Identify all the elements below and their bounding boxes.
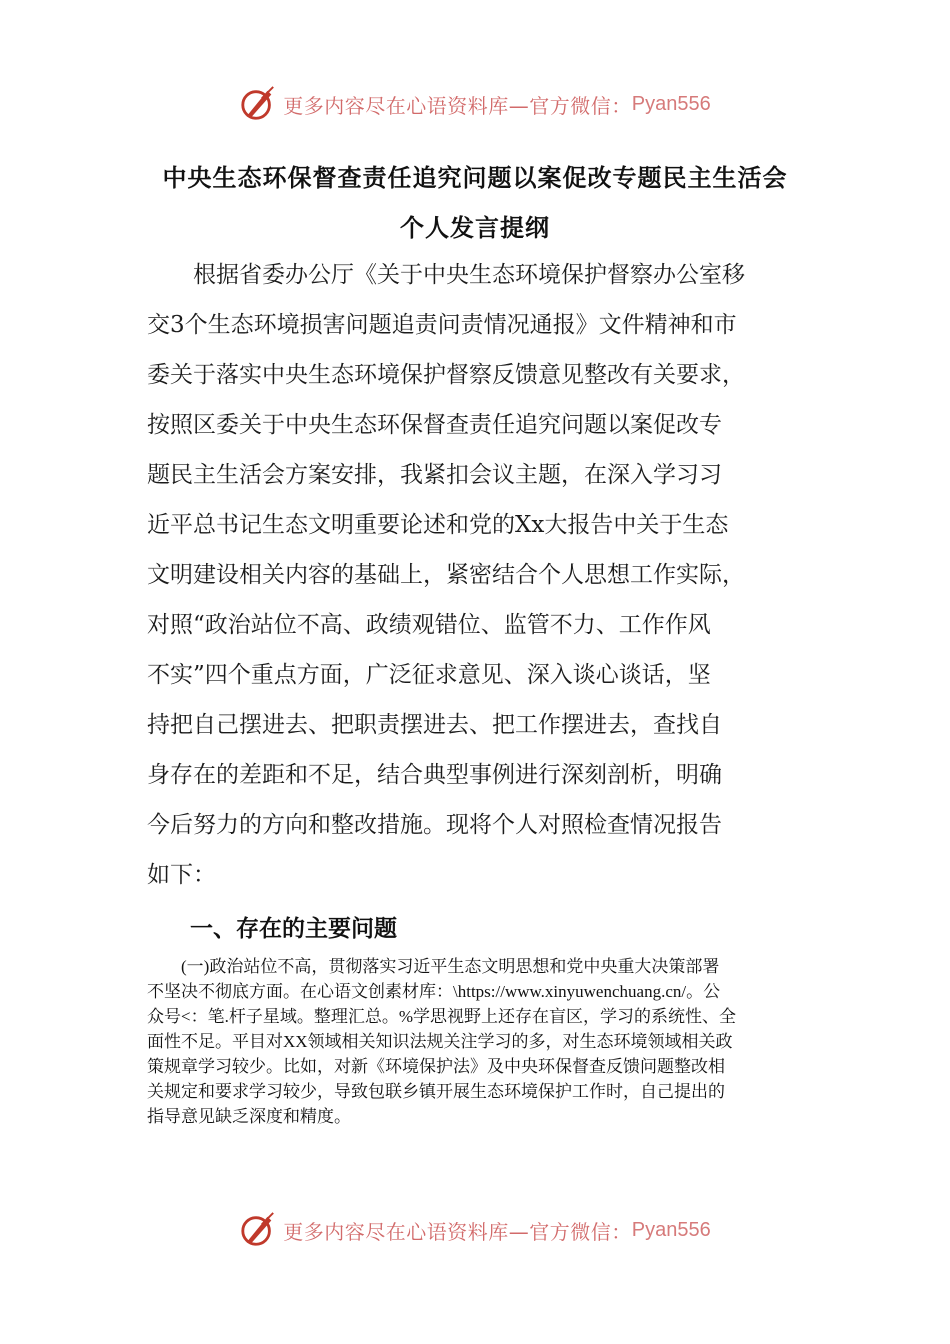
banner-text: 更多内容尽在心语资料库—官方微信： [283, 1219, 632, 1244]
paragraph-line: 身存在的差距和不足，结合典型事例进行深刻剖析，明确 [147, 762, 722, 788]
paragraph-line: 对照“政治站位不高、政绩观错位、监管不力、工作作风 [147, 612, 711, 638]
subsection-line: 众号<：笔.杆子星域。整理汇总。%学思视野上还存在盲区，学习的系统性、全 [147, 1007, 736, 1026]
paragraph-line: 如下： [147, 862, 216, 888]
section-heading: 一、存在的主要问题 [190, 916, 397, 942]
document-subtitle: 个人发言提纲 [400, 214, 550, 242]
paragraph-line: 按照区委关于中央生态环保督查责任追究问题以案促改专 [147, 412, 722, 438]
paragraph-line: 委关于落实中央生态环境保护督察反馈意见整改有关要求， [147, 362, 745, 388]
subsection-line: 面性不足。平目对XX领域相关知识法规关注学习的多，对生态环境领域相关政 [147, 1032, 733, 1051]
subsection-line: (一)政治站位不高，贯彻落实习近平生态文明思想和党中央重大决策部署 [147, 957, 720, 976]
subsection-line: 指导意见缺乏深度和精度。 [147, 1107, 351, 1126]
footer-banner [0, 1210, 950, 1250]
paragraph-line: 交3个生态环境损害问题追责问责情况通报》文件精神和市 [147, 312, 737, 338]
quill-pen-icon [239, 85, 277, 123]
paragraph-line: 今后努力的方向和整改措施。现将个人对照检查情况报告 [147, 812, 722, 838]
paragraph-line: 近平总书记生态文明重要论述和党的Xx大报告中关于生态 [147, 512, 729, 538]
paragraph-line: 持把自己摆进去、把职责摆进去、把工作摆进去，查找自 [147, 712, 722, 738]
banner-wechat-id: Pyan556 [631, 1218, 711, 1241]
banner-wechat-id: Pyan556 [631, 92, 711, 115]
paragraph-line: 根据省委办公厅《关于中央生态环境保护督察办公室移 [147, 262, 745, 288]
document-title: 中央生态环保督查责任追究问题以案促改专题民主生活会 [162, 164, 788, 192]
banner-text: 更多内容尽在心语资料库—官方微信： [283, 93, 632, 118]
header-banner [0, 84, 950, 124]
subsection-line: 策规章学习较少。比如，对新《环境保护法》及中央环保督查反馈问题整改相 [147, 1057, 725, 1076]
subsection-line: 不坚决不彻底方面。在心语文创素材库：\https://www.xinyuwenchuang.cn/。公 [147, 982, 721, 1001]
paragraph-line: 题民主生活会方案安排，我紧扣会议主题，在深入学习习 [147, 462, 722, 488]
quill-pen-icon [239, 1211, 277, 1249]
paragraph-line: 不实”四个重点方面，广泛征求意见、深入谈心谈话，坚 [147, 662, 711, 688]
paragraph-line: 文明建设相关内容的基础上，紧密结合个人思想工作实际， [147, 562, 745, 588]
subsection-line: 关规定和要求学习较少，导致包联乡镇开展生态环境保护工作时，自己提出的 [147, 1082, 725, 1101]
